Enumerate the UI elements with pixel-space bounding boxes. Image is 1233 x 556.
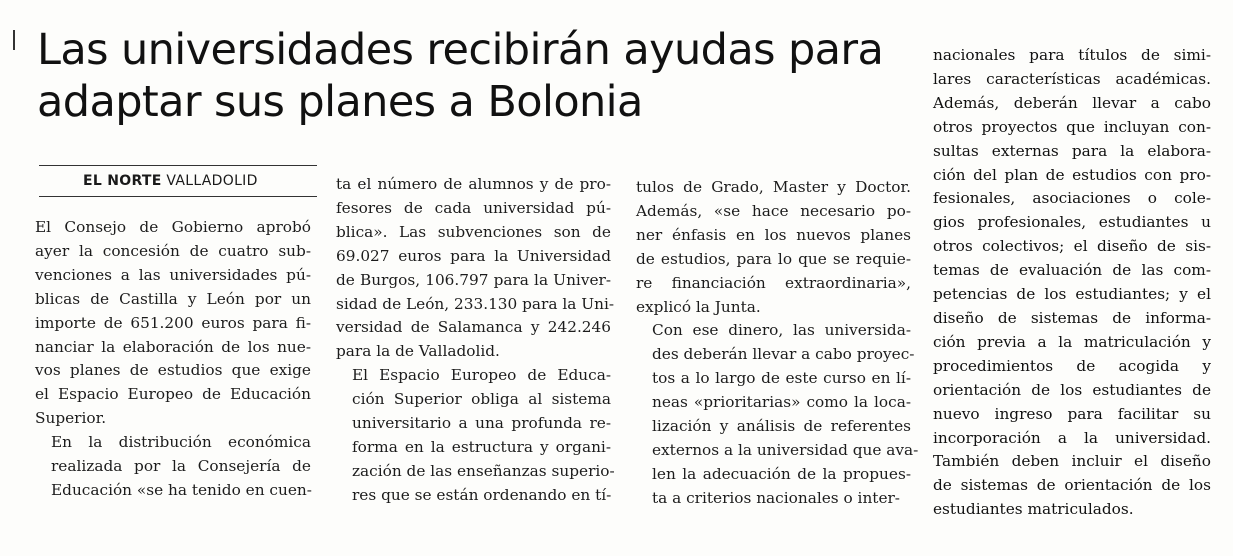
paragraph	[336, 173, 615, 364]
byline-city: VALLADOLID	[166, 173, 258, 189]
paragraph	[336, 364, 615, 507]
text-line: También deben incluir el diseño	[933, 452, 1211, 471]
text-line: temas de evaluación de las com-	[933, 261, 1211, 280]
text-line: ción del plan de estudios con pro-	[933, 165, 1211, 184]
byline-box	[39, 165, 317, 197]
text-line: de sistemas de orientación de los	[933, 476, 1211, 495]
paragraph	[636, 319, 919, 510]
text-line: ta el número de alumnos y de pro-	[336, 175, 611, 193]
margin-rule	[13, 30, 15, 50]
text-line: ner énfasis en los nuevos planes	[636, 225, 911, 244]
headline-line-1: Las universidades recibirán ayudas para	[37, 25, 884, 75]
text-line: En la distribución económica	[51, 433, 311, 452]
text-line: tos a lo largo de este curso en lí-	[652, 369, 911, 388]
text-line: otros colectivos; el diseño de sis-	[933, 237, 1211, 256]
text-line: orientación de los estudiantes de	[933, 380, 1211, 399]
article-column-1	[35, 216, 311, 503]
text-line: re financiación extraordinaria»,	[636, 273, 911, 292]
text-line: blica». Las subvenciones son de	[336, 222, 611, 241]
article-column-3	[636, 176, 919, 511]
headline-line-2: adaptar sus planes a Bolonia	[37, 77, 643, 127]
text-line: tulos de Grado, Master y Doctor.	[636, 178, 911, 196]
text-line: petencias de los estudiantes; y el	[933, 285, 1211, 304]
text-line: fesionales, asociaciones o cole-	[933, 189, 1211, 208]
text-line: lización y análisis de referentes	[652, 417, 911, 436]
paragraph	[35, 431, 311, 503]
text-line: nanciar la elaboración de los nue-	[35, 337, 311, 356]
text-line: ta a criterios nacionales o inter-	[652, 488, 900, 507]
text-line: venciones a las universidades pú-	[35, 265, 311, 284]
text-line: blicas de Castilla y León por un	[35, 289, 311, 308]
text-line: incorporación a la universidad.	[933, 428, 1211, 447]
text-line: Además, deberán llevar a cabo	[933, 93, 1211, 112]
text-line: explicó la Junta.	[636, 297, 761, 316]
text-line: de estudios, para lo que se requie-	[636, 249, 911, 268]
text-line: Superior.	[35, 409, 107, 428]
text-line: lares características académicas.	[933, 69, 1211, 88]
text-line: 69.027 euros para la Universidad	[336, 246, 611, 265]
byline-org: EL NORTE	[83, 173, 162, 189]
text-line: len la adecuación de la propues-	[652, 464, 911, 483]
text-line: Con ese dinero, las universida-	[652, 321, 911, 340]
paragraph	[636, 176, 911, 319]
text-line: des deberán llevar a cabo proyec-	[652, 345, 915, 364]
text-line: sidad de León, 233.130 para la Uni-	[336, 294, 615, 313]
text-line: diseño de sistemas de informa-	[933, 308, 1211, 327]
text-line: fesores de cada universidad pú-	[336, 198, 611, 217]
text-line: neas «prioritarias» como la loca-	[652, 393, 911, 412]
text-line: versidad de Salamanca y 242.246	[336, 318, 611, 337]
text-line: importe de 651.200 euros para fi-	[35, 313, 311, 332]
text-line: vos planes de estudios que exige	[35, 361, 311, 380]
text-line: universitario a una profunda re-	[352, 414, 611, 433]
text-line: Además, «se hace necesario po-	[636, 201, 911, 220]
text-line: res que se están ordenando en tí-	[352, 485, 612, 504]
text-line: procedimientos de acogida y	[933, 356, 1211, 375]
text-line: Educación «se ha tenido en cuen-	[51, 480, 312, 499]
paragraph	[933, 44, 1211, 522]
article-column-4	[933, 44, 1211, 522]
text-line: el Espacio Europeo de Educación	[35, 385, 311, 404]
text-line: ayer la concesión de cuatro sub-	[35, 241, 311, 260]
text-line: otros proyectos que incluyan con-	[933, 117, 1211, 136]
text-line: nacionales para títulos de simi-	[933, 46, 1211, 64]
paragraph	[35, 216, 311, 431]
text-line: externos a la universidad que ava-	[652, 440, 919, 459]
text-line: gios profesionales, estudiantes u	[933, 213, 1211, 232]
text-line: estudiantes matriculados.	[933, 500, 1134, 519]
text-line: realizada por la Consejería de	[51, 457, 311, 476]
text-line: nuevo ingreso para facilitar su	[933, 404, 1211, 423]
headline	[37, 24, 917, 128]
text-line: forma en la estructura y organi-	[352, 437, 611, 456]
text-line: para la de Valladolid.	[336, 342, 500, 361]
text-line: sultas externas para la elabora-	[933, 141, 1211, 160]
text-line: El Consejo de Gobierno aprobó	[35, 218, 311, 236]
byline	[83, 166, 258, 196]
text-line: ción Superior obliga al sistema	[352, 390, 611, 409]
text-line: zación de las enseñanzas superio-	[352, 461, 615, 480]
text-line: ción previa a la matriculación y	[933, 332, 1211, 351]
text-line: de Burgos, 106.797 para la Univer-	[336, 270, 611, 289]
article-column-2	[336, 173, 615, 508]
text-line: El Espacio Europeo de Educa-	[352, 366, 611, 385]
